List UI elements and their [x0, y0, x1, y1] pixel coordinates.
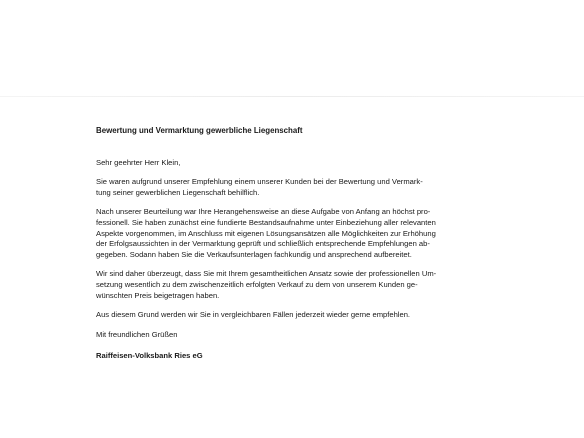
- paragraph-line: wünschten Preis beigetragen haben.: [96, 290, 220, 300]
- letter-body: [96, 126, 488, 362]
- letter-closing: Mit freundlichen Grüßen: [96, 329, 178, 339]
- paragraph-line: Wir sind daher überzeugt, dass Sie mit Ihrem gesamtheitlichen Ansatz sowie der professionellen Um-: [96, 269, 437, 279]
- paragraph-line: setzung wesentlich zu dem zwischenzeitlich erfolgten Verkauf zu dem von unserem Kunden ge-: [96, 279, 418, 289]
- paragraph-line: Sie waren aufgrund unserer Empfehlung einem unserer Kunden bei der Bewertung und Vermark-: [96, 177, 423, 187]
- scan-edge-line: [0, 96, 584, 97]
- letter-subject: Bewertung und Vermarktung gewerbliche Liegenschaft: [96, 126, 303, 135]
- paragraph-line: Aus diesem Grund werden wir Sie in vergleichbaren Fällen jederzeit wieder gerne empfehlen.: [96, 310, 411, 320]
- paragraph-3: [96, 269, 488, 301]
- paragraph-1: [96, 177, 488, 198]
- paragraph-line: gegeben. Sodann haben Sie die Verkaufsunterlagen fachkundig und ansprechend aufbereitet.: [96, 249, 412, 259]
- paragraph-line: fessionell. Sie haben zunächst eine fundierte Bestandsaufnahme unter Einbeziehung aller relevanten: [96, 217, 436, 227]
- paragraph-line: tung seiner gewerblichen Liegenschaft behilflich.: [96, 187, 260, 197]
- paragraph-line: Aspekte vorgenommen, im Anschluss mit eigenen Lösungsansätzen alle Möglichkeiten zur Erhöhung: [96, 228, 436, 238]
- paragraph-line: der Erfolgsaussichten in der Vermarktung geprüft und schließlich entsprechende Empfehlungen ab-: [96, 239, 430, 249]
- paragraph-4: [96, 310, 488, 321]
- letter-salutation: Sehr geehrter Herr Klein,: [96, 157, 181, 167]
- paragraph-line: Nach unserer Beurteilung war Ihre Herangehensweise an diese Aufgabe von Anfang an höchst pro-: [96, 207, 431, 217]
- paragraph-2: [96, 207, 488, 260]
- letter-sender: Raiffeisen-Volksbank Ries eG: [96, 351, 203, 361]
